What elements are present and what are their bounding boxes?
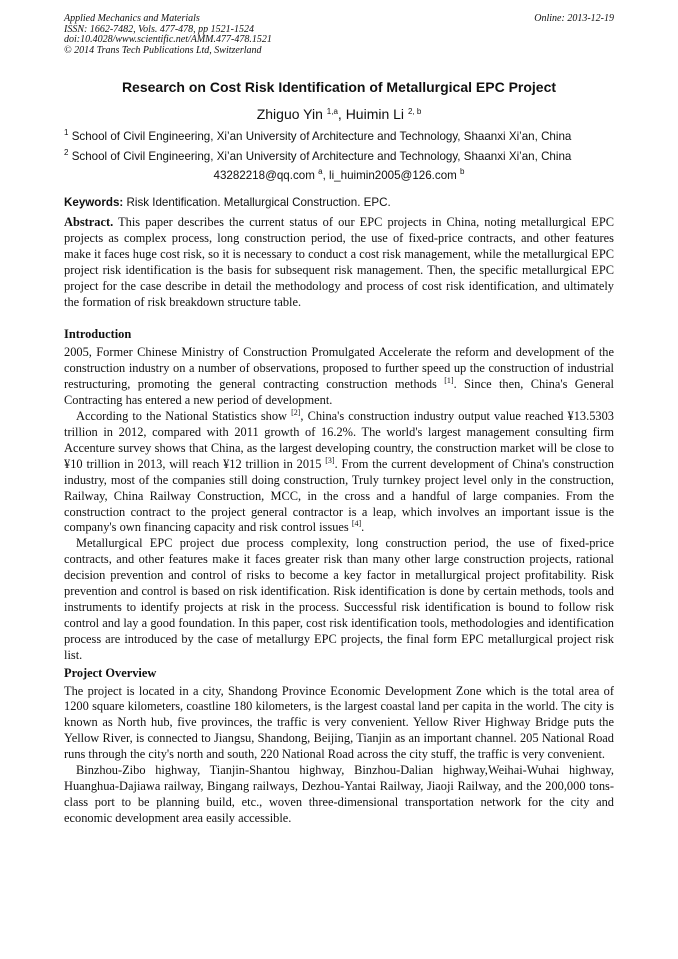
paragraph-text: According to the National Statistics show: [76, 409, 292, 424]
author-line: [64, 106, 614, 122]
author-superscript: 2, b: [407, 107, 422, 116]
abstract-label: Abstract.: [64, 215, 114, 229]
keywords-label: Keywords:: [64, 196, 124, 209]
journal-header: [64, 14, 614, 56]
doi-line: doi:10.4028/www.scientific.net/AMM.477-478.1521: [64, 34, 272, 45]
paragraph: The project is located in a city, Shandong Province Economic Development Zone which is the total area of 1200 square kilometers, coastline 180 kilometers, is the largest coastal land per capita in the world. The city is known as North hub, five provinces, the traffic is very convenient. Yellow River Highway Bridge puts the Yellow River, is connected to Jiangsu, Shandong, Beijing, Tianjin as an important channel. 205 National Road runs through the city's north and south, 220 National Road across the city stuff, the traffic is very convenient.: [64, 683, 614, 762]
paragraph: Binzhou-Zibo highway, Tianjin-Shantou highway, Binzhou-Dalian highway,Weihai-Wuhai highway, Huanghua-Dajiawa railway, Bingang railways, Dezhou-Yantai Railway, Jiaoji Railway, and the 200,000 tons-class port to be planning build, etc., woven three-dimensional transportation network for the city and economic development area easily accessible.: [64, 763, 614, 825]
issn-line: ISSN: 1662-7482, Vols. 477-478, pp 1521-1524: [64, 23, 254, 35]
journal-name: Applied Mechanics and Materials: [64, 13, 200, 24]
author-separator: ,: [337, 106, 346, 122]
paper-title: Research on Cost Risk Identification of Metallurgical EPC Project: [121, 79, 557, 95]
keywords: [64, 196, 614, 209]
paragraph-text: , China's construction industry output value reached ¥13.5303 trillion in 2012, compared with 2011 growth of 16.2%. The world's largest management consulting firm Accenture survey shows that China, as the largest developing country, the construction market will be close to ¥10 trillion in 2013, will reach ¥12 trillion in 2015: [64, 409, 614, 471]
section-heading-introduction: Introduction: [64, 327, 132, 342]
email-superscript: b: [460, 167, 465, 176]
email-address: 43282218@qq.com: [213, 169, 315, 182]
affiliation-text: School of Civil Engineering, Xi’an University of Architecture and Technology, Shaanxi Xi’an, China: [71, 150, 572, 163]
paragraph-text: . From the current development of China's construction industry, most of the companies still doing construction, Truly turnkey project level only in the construction, Railway, China Railway Construction, MCC, in the cross and a handful of large companies. From the construction contract to the project general contractor is a leap, which involves an important issue is the company's own financing capacity and risk control issues: [64, 456, 615, 535]
paragraph: [64, 345, 614, 409]
copyright-line: © 2014 Trans Tech Publications Ltd, Switzerland: [64, 44, 262, 56]
email-address: li_huimin2005@126.com: [329, 169, 457, 182]
email-separator: ,: [322, 169, 330, 182]
online-date: Online: 2013-12-19: [534, 13, 614, 24]
author-name: Zhiguo Yin: [256, 106, 323, 122]
abstract-text: This paper describes the current status of our EPC projects in China, noting metallurgical EPC projects as complex process, long construction period, the use of fixed-price contracts, and other features make it faces huge cost risk, so it is necessary to conduct a cost risk management, while the metallurgical EPC project risk identification is the basis for subsequent risk management. Then, the specific metallurgical EPC project for the case describe in detail the methodology and process of cost risk identification, and ultimately the formation of risk breakdown structure table.: [64, 215, 614, 309]
affiliation-number: 1: [64, 128, 69, 137]
affiliation-text: School of Civil Engineering, Xi’an University of Architecture and Technology, Shaanxi Xi’an, China: [71, 130, 572, 143]
project-overview-body: [64, 684, 614, 827]
email-line: [64, 169, 614, 182]
keywords-text: Risk Identification. Metallurgical Construction. EPC.: [123, 196, 391, 209]
affiliation: [64, 150, 614, 163]
citation-ref: [3]: [325, 455, 335, 465]
affiliation-number: 2: [64, 148, 69, 157]
affiliation: [64, 130, 614, 143]
citation-ref: [2]: [291, 408, 301, 418]
email-superscript: a: [318, 167, 323, 176]
section-heading-project-overview: Project Overview: [64, 665, 157, 680]
abstract: [64, 215, 614, 310]
citation-ref: [4]: [351, 519, 362, 529]
paragraph-text: . Since then, China's General Contracting has entered a new period of development.: [64, 377, 614, 408]
author-superscript: 1,a: [326, 107, 338, 116]
author-name: Huimin Li: [345, 106, 405, 122]
paragraph: [64, 409, 614, 536]
paragraph-text: .: [361, 520, 365, 535]
introduction-body: [64, 345, 614, 663]
paragraph: Metallurgical EPC project due process complexity, long construction period, the use of fixed-price contracts, and other features make it faces greater risk than many other large construction projects, rational decision prevention and control of risks to become a key factor in metallurgical project profitability. Risk prevention and control is based on risk identification. Risk identification is done by certain methods, tools and instruments to identify projects at risk in the process. Successful risk identification is bound to follow risk control and lay a good foundation. In this paper, cost risk identification tools, methodologies and identification process are introduced by the case of metallurgy EPC projects, the final form EPC metallurgical project risk list.: [64, 536, 614, 662]
citation-ref: [1]: [444, 376, 454, 386]
paragraph-text: 2005, Former Chinese Ministry of Construction Promulgated Accelerate the reform and development of the construction industry on a number of observations, proposed to further speed up the construction of industrial restructuring, promoting the general contracting construction methods: [64, 345, 614, 392]
